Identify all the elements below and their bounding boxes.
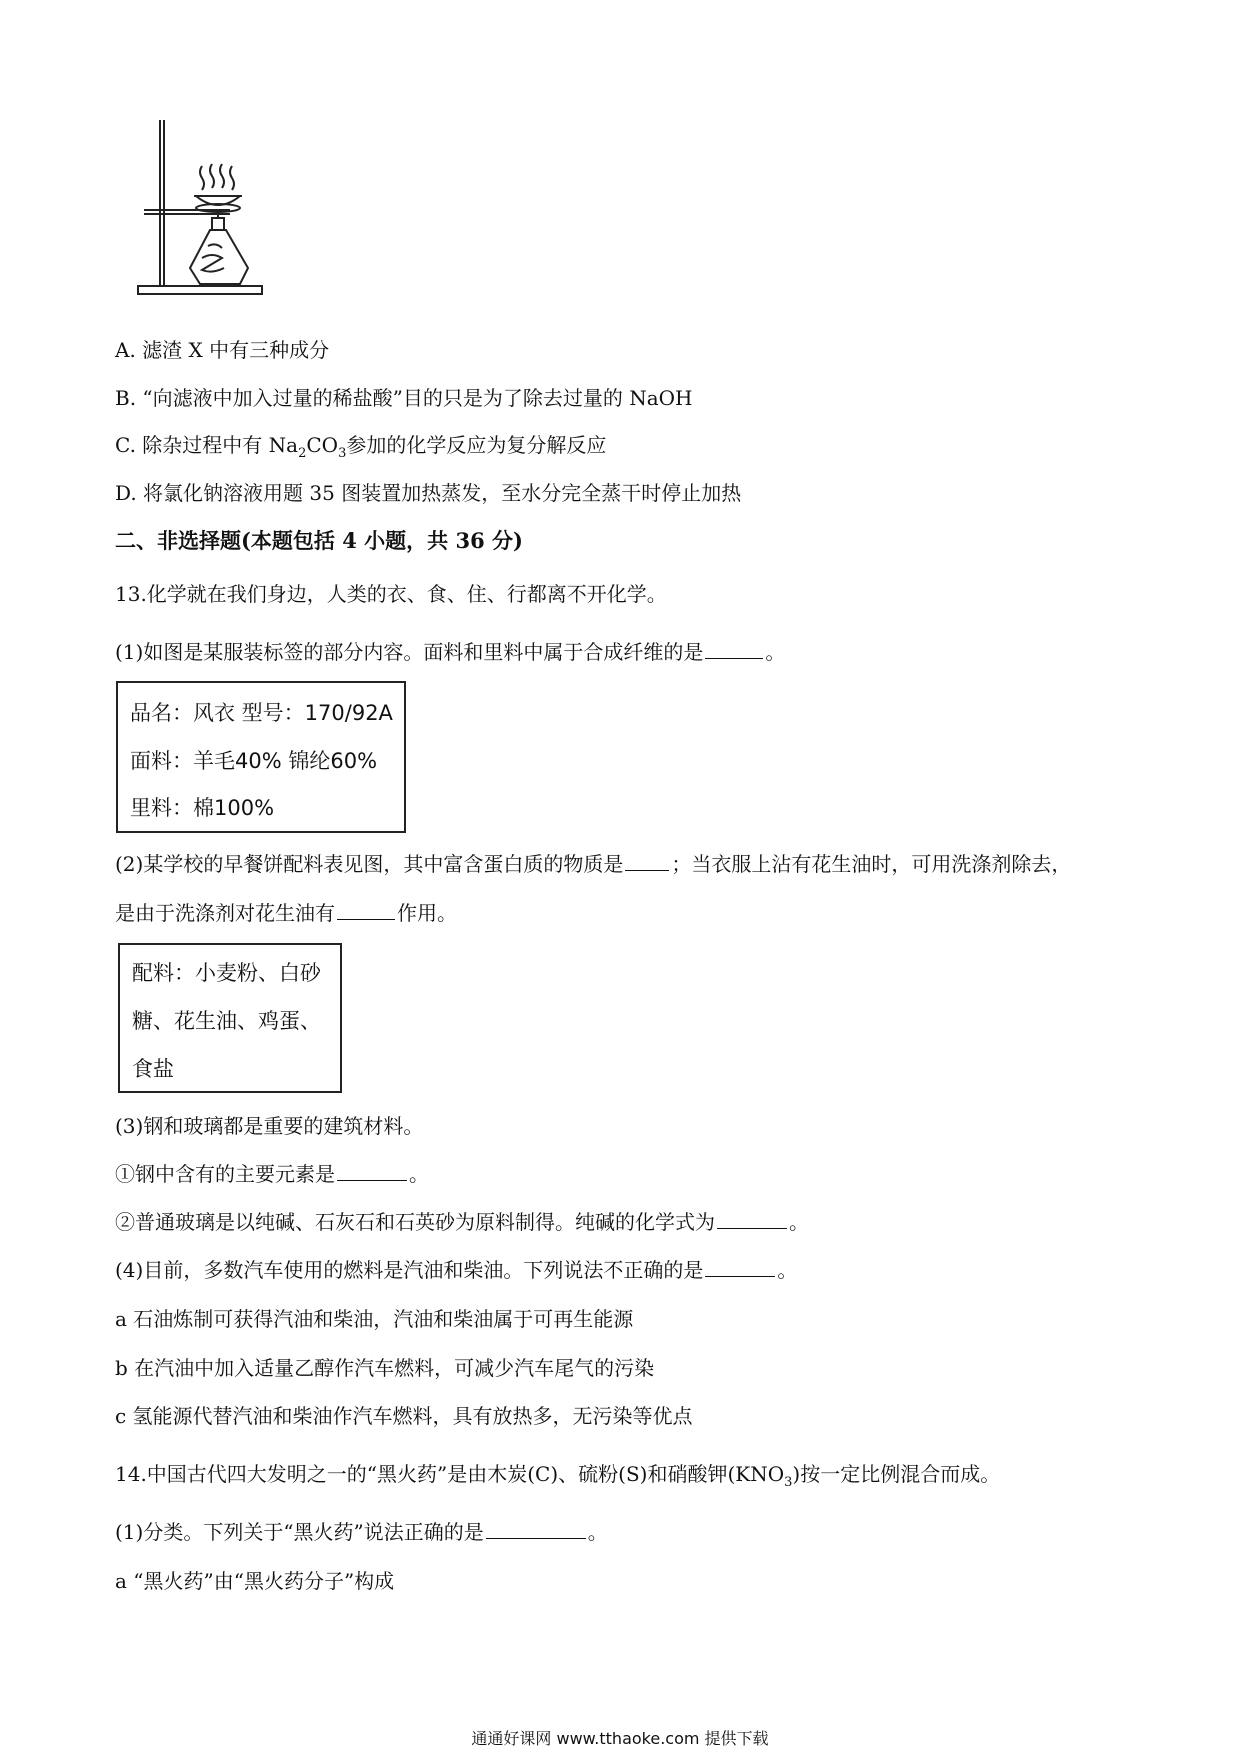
q13-part4-end: 。 (777, 1258, 798, 1282)
q13-part4-option-c: c 氢能源代替汽油和柴油作汽车燃料，具有放热多，无污染等优点 (115, 1404, 693, 1428)
q14-part1 (115, 1518, 608, 1546)
label-row-fabric: 面料：羊毛40% 锦纶60% (130, 749, 378, 773)
q14-part1-text: (1)分类。下列关于“黑火药”说法正确的是 (115, 1520, 484, 1544)
option-c-text: C. 除杂过程中有 Na (115, 433, 299, 457)
q13-part3-1-end: 。 (409, 1162, 429, 1186)
q13-stem: 13.化学就在我们身边，人类的衣、食、住、行都离不开化学。 (115, 582, 667, 606)
q13-part3-1-text: ①钢中含有的主要元素是 (115, 1162, 335, 1186)
ingredient-row: 糖、花生油、鸡蛋、 (132, 1009, 321, 1033)
q14-stem-text: )按一定比例混合而成。 (792, 1462, 1001, 1486)
q13-part3-2 (115, 1208, 809, 1236)
q13-part3-1 (115, 1160, 429, 1188)
q13-part2 (115, 850, 1071, 878)
option-c (115, 431, 606, 468)
section-heading: 二、非选择题(本题包括 4 小题，共 36 分) (115, 528, 523, 553)
q14-stem-text: 14.中国古代四大发明之一的“黑火药”是由木炭(C)、硫粉(S)和硝酸钾(KNO (115, 1462, 785, 1486)
evaporation-apparatus-figure (130, 118, 270, 303)
answer-blank (625, 852, 669, 871)
q13-part1-text: (1)如图是某服装标签的部分内容。面料和里料中属于合成纤维的是 (115, 640, 704, 664)
q13-part2-cont (115, 899, 457, 927)
q13-part4 (115, 1256, 797, 1284)
q13-part3-2-end: 。 (789, 1210, 809, 1234)
q13-part4-option-b: b 在汽油中加入适量乙醇作汽车燃料，可减少汽车尾气的污染 (115, 1356, 655, 1380)
answer-blank (337, 1162, 407, 1181)
subscript: 3 (784, 1475, 793, 1490)
answer-blank (705, 640, 763, 659)
q13-part2-text: (2)某学校的早餐饼配料表见图，其中富含蛋白质的物质是 (115, 852, 624, 876)
answer-blank (705, 1258, 775, 1277)
q13-part4-text: (4)目前，多数汽车使用的燃料是汽油和柴油。下列说法不正确的是 (115, 1258, 704, 1282)
q13-part2-text: 是由于洗涤剂对花生油有 (115, 901, 335, 925)
subscript: 3 (338, 446, 347, 461)
clothing-label-box (116, 681, 406, 833)
option-d: D. 将氯化钠溶液用题 35 图装置加热蒸发，至水分完全蒸干时停止加热 (115, 481, 742, 505)
ingredient-box (118, 943, 342, 1093)
q14-stem (115, 1460, 1000, 1497)
answer-blank (337, 901, 395, 920)
page-footer: 通通好课网 www.tthaoke.com 提供下载 (471, 1729, 769, 1748)
q13-part2-text: 作用。 (397, 901, 457, 925)
q14-part1-option-a: a “黑火药”由“黑火药分子”构成 (115, 1569, 395, 1593)
ingredient-row: 配料：小麦粉、白砂 (132, 961, 321, 985)
label-row-lining: 里料：棉100% (130, 796, 275, 820)
q13-part3-2-text: ②普通玻璃是以纯碱、石灰石和石英砂为原料制得。纯碱的化学式为 (115, 1210, 715, 1234)
answer-blank (717, 1210, 787, 1229)
q14-part1-end: 。 (587, 1520, 608, 1544)
subscript: 2 (298, 446, 307, 461)
q13-part2-text: ；当衣服上沾有花生油时，可用洗涤剂除去， (671, 852, 1072, 876)
q13-part1-end: 。 (765, 640, 786, 664)
option-b: B. “向滤液中加入过量的稀盐酸”目的只是为了除去过量的 NaOH (115, 386, 693, 410)
q13-part1 (115, 638, 785, 666)
option-c-text: 参加的化学反应为复分解反应 (346, 433, 607, 457)
q13-part4-option-a: a 石油炼制可获得汽油和柴油，汽油和柴油属于可再生能源 (115, 1307, 634, 1331)
label-row-name-size: 品名：风衣 型号：170/92A (130, 701, 393, 725)
q13-part3: (3)钢和玻璃都是重要的建筑材料。 (115, 1114, 424, 1138)
ingredient-row: 食盐 (132, 1057, 174, 1081)
option-a: A. 滤渣 X 中有三种成分 (115, 338, 330, 362)
answer-blank (486, 1520, 586, 1539)
option-c-text: CO (306, 433, 339, 457)
